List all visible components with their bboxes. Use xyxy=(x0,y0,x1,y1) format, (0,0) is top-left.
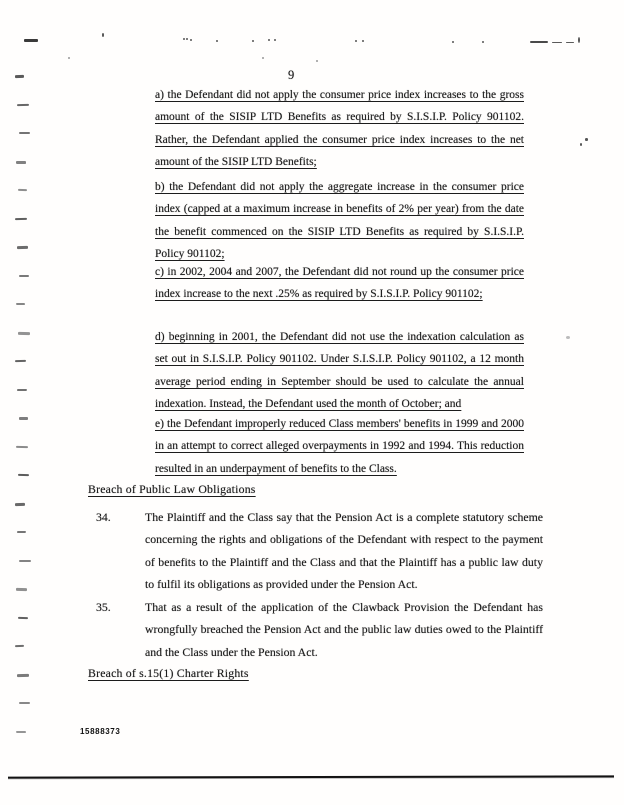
binding-mark xyxy=(15,360,26,362)
scan-artifact xyxy=(362,40,364,42)
binding-mark xyxy=(16,160,26,163)
binding-mark xyxy=(16,445,28,447)
binding-mark xyxy=(19,560,31,562)
binding-mark xyxy=(17,673,29,676)
scan-artifact xyxy=(252,40,254,42)
footer-document-id: 15888373 xyxy=(80,727,121,736)
binding-mark xyxy=(15,75,24,78)
scan-artifact xyxy=(566,336,570,339)
paragraph-34-number: 34. xyxy=(96,510,111,524)
scan-artifact xyxy=(552,42,562,43)
scan-artifact xyxy=(186,38,188,40)
paragraph-35-text: That as a result of the application of the Clawback Provision the Defendant has wrongfully breached the Pension Act and the public law duties owed to the Plaintiff and the Class under the Pension Act. xyxy=(145,600,543,659)
subparagraph-e: e) the Defendant improperly reduced Class members' benefits in 1999 and 2000 in an attempt to correct alleged overpayments in 1992 and 1994. This reduction resulted in an underpayment of benefits to the Class. xyxy=(155,418,524,475)
scan-artifact xyxy=(452,41,454,43)
binding-mark xyxy=(17,531,26,533)
binding-mark xyxy=(18,616,28,618)
binding-mark xyxy=(19,132,30,134)
scan-artifact xyxy=(68,57,70,59)
scan-artifact xyxy=(216,40,218,42)
binding-mark xyxy=(18,474,29,476)
paragraph-34 xyxy=(96,506,543,595)
scan-artifact xyxy=(566,42,574,43)
scan-artifact xyxy=(482,41,484,43)
subparagraph-a: a) the Defendant did not apply the consumer price index increases to the gross amount of the SISIP LTD Benefits as required by S.I.S.I.P. Policy 901102. Rather, the Defendant applied the consumer price index increases to the net amount of the SISIP LTD Benefits; xyxy=(155,89,524,169)
scan-artifact xyxy=(316,60,318,62)
scan-artifact xyxy=(190,39,192,41)
scan-artifact xyxy=(585,138,588,141)
scan-artifact xyxy=(274,39,276,41)
binding-mark xyxy=(17,246,28,249)
binding-mark xyxy=(15,502,25,505)
scan-artifact xyxy=(530,41,548,43)
scan-artifact xyxy=(268,39,270,41)
scan-artifact xyxy=(262,57,264,59)
paragraph-34-text: The Plaintiff and the Class say that the Pension Act is a complete statutory scheme concerning the rights and obligations of the Defendant with respect to the payment of benefits to the Plaintiff and the Class and that the Plaintiff has a public law duty to fulfil its obligations as provided under the Pension Act. xyxy=(145,510,543,591)
binding-mark xyxy=(16,730,26,732)
binding-mark xyxy=(17,103,29,105)
scan-artifact xyxy=(580,143,582,146)
scan-artifact xyxy=(24,39,38,42)
scan-artifact xyxy=(355,40,357,42)
binding-mark xyxy=(17,388,27,390)
binding-mark xyxy=(16,303,25,305)
page-number: 9 xyxy=(288,68,295,82)
subparagraph-b: b) the Defendant did not apply the aggregate increase in the consumer price index (capped at a maximum increase in benefits of 2% per year) from the date the benefit commenced on the SISIP LTD Benefits as required by S.I.S.I.P. Policy 901102; xyxy=(155,181,524,261)
section-heading-public-law: Breach of Public Law Obligations xyxy=(88,482,256,496)
subparagraph-c: c) in 2002, 2004 and 2007, the Defendant did not round up the consumer price index increase to the next .25% as required by S.I.S.I.P. Policy 901102; xyxy=(155,266,524,301)
binding-mark xyxy=(19,702,30,704)
section-heading-charter: Breach of s.15(1) Charter Rights xyxy=(88,666,249,680)
binding-mark xyxy=(19,275,29,277)
binding-mark xyxy=(15,217,27,219)
paragraph-35-number: 35. xyxy=(96,600,111,614)
scan-artifact xyxy=(183,38,185,40)
binding-mark xyxy=(18,331,30,334)
binding-mark xyxy=(19,417,28,420)
subparagraph-d: d) beginning in 2001, the Defendant did not use the indexation calculation as set out in S.I.S.I.P. Policy 901102. Under S.I.S.I.P. Policy 901102, a 12 month average period ending in September should be used to calculate the annual indexation. Instead, the Defendant used the month of October; and xyxy=(155,331,524,411)
binding-mark xyxy=(15,645,24,647)
binding-mark xyxy=(16,588,27,591)
scan-artifact xyxy=(102,33,104,37)
scan-artifact xyxy=(578,37,580,43)
page-bottom-edge xyxy=(8,775,614,779)
binding-mark xyxy=(18,189,27,191)
paragraph-35 xyxy=(96,596,543,663)
